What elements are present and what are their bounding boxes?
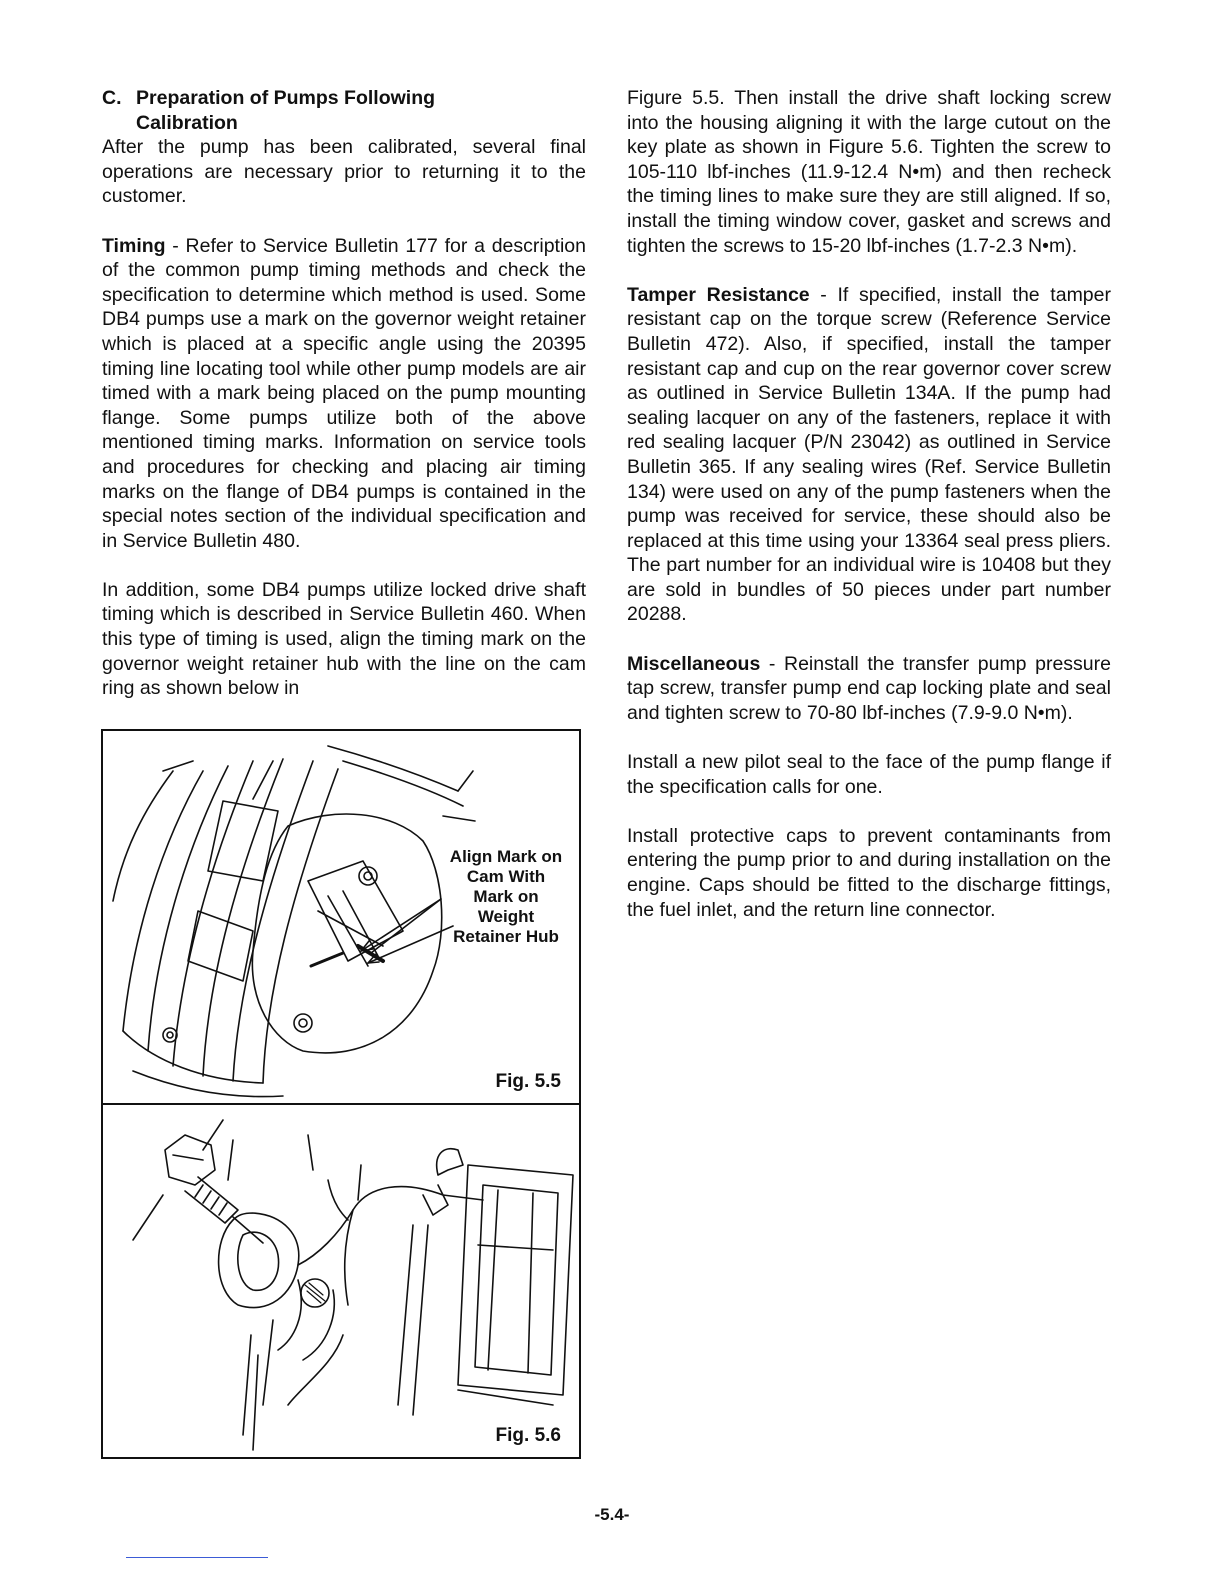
- timing-text: - Refer to Service Bulletin 177 for a description of the common pump timing methods and check the specification to determine which method is used. Some DB4 pumps use a mark on the governor weight retainer which is placed at a specific angle using the 20395 timing line locating tool while other pump models are air timed with a mark being placed on the pump mounting flange. Some pumps utilize both of the above mentioned timing marks. Information on service tools and procedures for checking and placing air timing marks on the flange of DB4 pumps is contained in the special notes section of the individual specification and in Service Bulletin 480.: [102, 234, 586, 552]
- left-column: [102, 86, 586, 725]
- footer-rule: [126, 1557, 268, 1558]
- section-title-line1: Preparation of Pumps Following: [136, 87, 436, 109]
- timing-paragraph: [102, 234, 586, 554]
- tamper-term: Tamper Resistance: [627, 283, 810, 306]
- tamper-text: - If specified, install the tamper resistant cap on the torque screw (Reference Service Bulletin 472). Also, if specified, install the tamper resistant cap and cup on the rear governor cover screw as outlined in Service Bulletin 134A. If the pump had sealing lacquer on any of the fasteners, replace it with red sealing lacquer (P/N 23042) as outlined in Service Bulletin 365. If any sealing wires (Ref. Service Bulletin 134) were used on any of the pump fasteners when the pump was received for service, these should also be replaced at this time using your 13364 seal press pliers. The part number for an individual wire is 10408 but they are sold in bundles of 50 pieces under part number 20288.: [627, 283, 1111, 626]
- addition-paragraph: In addition, some DB4 pumps utilize locked drive shaft timing which is described in Service Bulletin 460. When this type of timing is used, align the timing mark on the governor weight retainer hub with the line on the cam ring as shown below in: [102, 578, 586, 700]
- figure-5-6: [101, 1103, 581, 1459]
- fig-5-5-caption: Fig. 5.5: [495, 1071, 561, 1092]
- section-title-line2: Calibration: [136, 111, 238, 134]
- tamper-paragraph: [627, 283, 1111, 627]
- protective-caps-paragraph: Install protective caps to prevent contaminants from entering the pump prior to and during installation on the engine. Caps should be fitted to the discharge fittings, the fuel inlet, and the return line connector.: [627, 824, 1111, 921]
- misc-text: - Reinstall the transfer pump pressure tap screw, transfer pump end cap locking plate and seal and tighten screw to 70-80 lbf-inches (7.9-9.0 N•m).: [627, 652, 1111, 724]
- figure-5-5: [101, 729, 581, 1105]
- fig-5-6-caption: Fig. 5.6: [495, 1425, 561, 1446]
- timing-term: Timing: [102, 234, 166, 257]
- fig-5-6-illustration: [103, 1105, 579, 1457]
- misc-term: Miscellaneous: [627, 652, 761, 675]
- intro-paragraph: After the pump has been calibrated, several final operations are necessary prior to returning it to the customer.: [102, 136, 586, 208]
- section-letter: C.: [102, 87, 122, 109]
- fig-5-5-callout: Align Mark on Cam With Mark on Weight Retainer Hub: [449, 847, 563, 946]
- section-heading: [102, 86, 586, 135]
- continuation-paragraph: Figure 5.5. Then install the drive shaft locking screw into the housing aligning it with the large cutout on the key plate as shown in Figure 5.6. Tighten the screw to 105-110 lbf-inches (11.9-12.4 N•m) and then recheck the timing lines to make sure they are still aligned. If so, install the timing window cover, gasket and screws and tighten the screws to 15-20 lbf-inches (1.7-2.3 N•m).: [627, 87, 1111, 257]
- right-column: [627, 86, 1111, 947]
- page-number: -5.4-: [594, 1505, 630, 1524]
- misc-paragraph: [627, 652, 1111, 726]
- pilot-seal-paragraph: Install a new pilot seal to the face of the pump flange if the specification calls for one.: [627, 751, 1111, 798]
